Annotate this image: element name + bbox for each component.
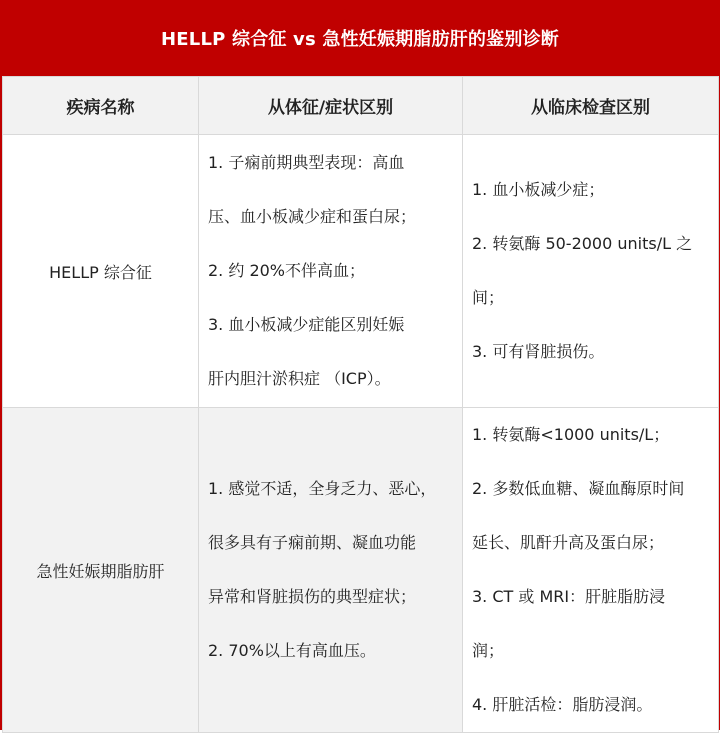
symptom-line: 2. 70%以上有高血压。 (208, 641, 376, 660)
table-row (3, 135, 719, 408)
exam-line: 1. 血小板减少症； (472, 180, 605, 199)
exam-line: 延长、肌酐升高及蛋白尿； (472, 533, 665, 552)
table-row (3, 408, 719, 733)
symptom-line: 1. 感觉不适，全身乏力、恶心， (208, 479, 437, 498)
header-row (3, 77, 719, 135)
disease-name-cell: 急性妊娠期脂肪肝 (3, 408, 199, 733)
symptom-line: 肝内胆汁淤积症 （ICP）。 (208, 369, 391, 388)
header-clinical-exams: 从临床检查区别 (463, 77, 719, 135)
exam-line: 间； (472, 288, 505, 307)
exam-line: 3. 可有肾脏损伤。 (472, 342, 605, 361)
symptom-line: 很多具有子痫前期、凝血功能 (208, 533, 417, 552)
exam-line: 润； (472, 641, 505, 660)
symptom-line: 2. 约 20%不伴高血； (208, 261, 366, 280)
symptom-line: 3. 血小板减少症能区别妊娠 (208, 315, 405, 334)
comparison-table (2, 76, 719, 733)
exam-line: 2. 转氨酶 50-2000 units/L 之 (472, 234, 693, 253)
header-disease-name: 疾病名称 (3, 77, 199, 135)
exam-line: 2. 多数低血糖、凝血酶原时间 (472, 479, 685, 498)
exams-cell (463, 135, 719, 408)
symptoms-cell (199, 408, 463, 733)
disease-name-cell: HELLP 综合征 (3, 135, 199, 408)
symptom-line: 异常和肾脏损伤的典型症状； (208, 587, 417, 606)
symptom-line: 压、血小板减少症和蛋白尿； (208, 207, 417, 226)
header-symptoms: 从体征/症状区别 (199, 77, 463, 135)
symptom-line: 1. 子痫前期典型表现：高血 (208, 153, 405, 172)
exam-line: 3. CT 或 MRI：肝脏脂肪浸 (472, 587, 666, 606)
symptoms-cell (199, 135, 463, 408)
exam-line: 4. 肝脏活检：脂肪浸润。 (472, 695, 653, 714)
exams-cell (463, 408, 719, 733)
exam-line: 1. 转氨酶<1000 units/L； (472, 425, 670, 444)
table-title: HELLP 综合征 vs 急性妊娠期脂肪肝的鉴别诊断 (2, 0, 718, 76)
